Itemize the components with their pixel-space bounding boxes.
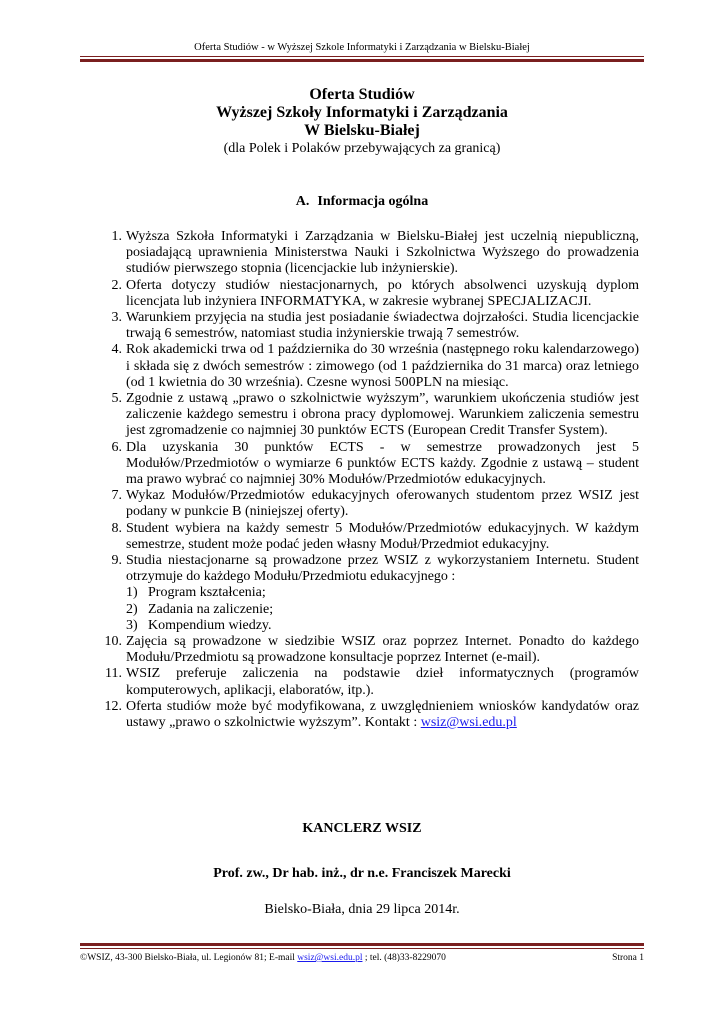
sublist-item — [126, 602, 639, 618]
footer-phone: ; tel. (48)33-8229070 — [364, 953, 446, 963]
item-number: 6. — [111, 439, 122, 455]
list-item — [111, 342, 639, 391]
title-block — [80, 86, 644, 158]
contact-email-link[interactable]: wsiz@wsi.edu.pl — [420, 715, 517, 731]
running-header: Oferta Studiów - w Wyższej Szkole Informatyki i Zarządzania w Bielsku-Białej — [194, 42, 530, 53]
footer-address-line — [80, 953, 446, 963]
signature-name: Prof. zw., Dr hab. inż., dr n.e. Franciszek Marecki — [213, 866, 511, 881]
list-item — [104, 698, 639, 731]
title-line-1: Oferta Studiów — [309, 86, 415, 103]
footer-rule-thick — [80, 943, 644, 946]
section-a-heading — [80, 194, 644, 210]
item-text: Oferta dotyczy studiów niestacjonarnych, po których absolwenci uzyskują dyplom licencjata lub inżyniera INFORMATYKA, w zakresie wybranej SPECJALIZACJI. — [126, 277, 639, 309]
list-item — [111, 391, 639, 440]
subitem-text: Zadania na zaliczenie; — [148, 601, 274, 617]
list-item — [105, 666, 639, 698]
item-number: 12. — [104, 698, 122, 714]
title-line-3: W Bielsku-Białej — [304, 122, 420, 139]
item-number: 8. — [111, 520, 122, 536]
item-text: Oferta studiów może być modyfikowana, z uwzględnieniem wniosków kandydatów oraz ustawy „prawo o szkolnictwie wyższym”. Kontakt : — [126, 698, 639, 731]
sublist-item — [126, 585, 639, 601]
list-item — [111, 229, 639, 278]
item-text: Wykaz Modułów/Przedmiotów edukacyjnych oferowanych studentom przez WSIZ jest podany w punkcie B (niniejszej oferty). — [126, 488, 639, 520]
item-text: Dla uzyskania 30 punktów ECTS - w semestrze prowadzonych jest 5 Modułów/Przedmiotów o wymiarze 6 punktów ECTS każdy. Zgodnie z ustawą – student ma prawo wybrać co najmniej 30% Modułów/Przedmiotów edukacyjnych. — [126, 439, 639, 488]
item-number: 10. — [104, 634, 122, 650]
header-rule-thin — [80, 56, 644, 57]
list-item — [104, 634, 639, 666]
subtitle: (dla Polek i Polaków przebywających za granicą) — [223, 141, 501, 156]
subitem-number: 3) — [126, 617, 138, 633]
title-line-2: Wyższej Szkoły Informatyki i Zarządzania — [216, 104, 508, 121]
info-list — [104, 229, 639, 731]
sublist — [126, 585, 639, 634]
place-date: Bielsko-Biała, dnia 29 lipca 2014r. — [264, 902, 460, 917]
header-rule-thick — [80, 59, 644, 62]
signature-role: KANCLERZ WSIZ — [302, 821, 422, 836]
sublist-item — [126, 618, 639, 634]
page-number: Strona 1 — [612, 953, 644, 963]
item-text: Warunkiem przyjęcia na studia jest posiadanie świadectwa dojrzałości. Studia licencjackie trwają 6 semestrów, natomiast studia inżynierskie trwają 7 semestrów. — [126, 310, 639, 342]
section-title: Informacja ogólna — [317, 194, 429, 209]
footer-address: ©WSIZ, 43-300 Bielsko-Biała, ul. Legionów 81; E-mail — [80, 953, 295, 963]
subitem-text: Kompendium wiedzy. — [148, 617, 272, 633]
list-item — [111, 488, 639, 520]
list-item — [111, 277, 639, 310]
item-text: Student wybiera na każdy semestr 5 Modułów/Przedmiotów edukacyjnych. W każdym semestrze, student może podać jeden własny Moduł/Przedmiot edukacyjny. — [126, 520, 639, 552]
item-number: 7. — [111, 488, 122, 504]
item-text: Studia niestacjonarne są prowadzone przez WSIZ z wykorzystaniem Internetu. Student otrzymuje do każdego Modułu/Przedmiotu edukacyjnego : — [126, 553, 639, 585]
item-number: 5. — [111, 391, 122, 407]
item-text: Zgodnie z ustawą „prawo o szkolnictwie wyższym”, warunkiem ukończenia studiów jest zaliczenie każdego semestru i obrona pracy dyplomowej. Warunkiem zaliczenia semestru jest zgromadzenie co najmniej 30 punktów ECTS (European Credit Transfer System). — [126, 391, 639, 439]
item-number: 9. — [111, 553, 122, 569]
item-text: Rok akademicki trwa od 1 października do 30 września (następnego roku kalendarzowego) i składa się z dwóch semestrów : zimowego (od 1 października do 31 marca) oraz letniego (od 1 kwietnia do 30 września). Czesne wynosi 500PLN na miesiąc. — [126, 342, 639, 390]
item-number: 11. — [105, 666, 122, 682]
footer-email-link[interactable]: wsiz@wsi.edu.pl — [297, 953, 363, 963]
item-text: Zajęcia są prowadzone w siedzibie WSIZ oraz poprzez Internet. Ponadto do każdego Modułu/Przedmiotu są prowadzone konsultacje poprzez Internet (e-mail). — [126, 634, 639, 666]
list-item — [111, 310, 639, 342]
section-letter: A. — [295, 194, 310, 209]
item-number: 2. — [111, 277, 122, 293]
subitem-text: Program kształcenia; — [148, 585, 266, 601]
list-item — [111, 553, 639, 634]
list-item — [111, 520, 639, 553]
item-number: 1. — [111, 229, 122, 244]
item-number: 4. — [111, 342, 122, 358]
item-number: 3. — [111, 310, 122, 326]
subitem-number: 1) — [126, 585, 138, 601]
item-text: WSIZ preferuje zaliczenia na podstawie dzieł informatycznych (programów komputerowych, aplikacji, elaboratów, itp.). — [126, 666, 639, 698]
item-text-with-contact — [126, 699, 639, 731]
footer-rule-thin — [80, 948, 644, 949]
subitem-number: 2) — [126, 601, 138, 617]
list-item — [111, 439, 639, 489]
item-text: Wyższa Szkoła Informatyki i Zarządzania w Bielsku-Białej jest uczelnią niepubliczną, posiadającą uprawnienia Ministerstwa Nauki i Szkolnictwa Wyższego do prowadzenia studiów pierwszego stopnia (licencjackie lub inżynierskie). — [126, 229, 639, 277]
